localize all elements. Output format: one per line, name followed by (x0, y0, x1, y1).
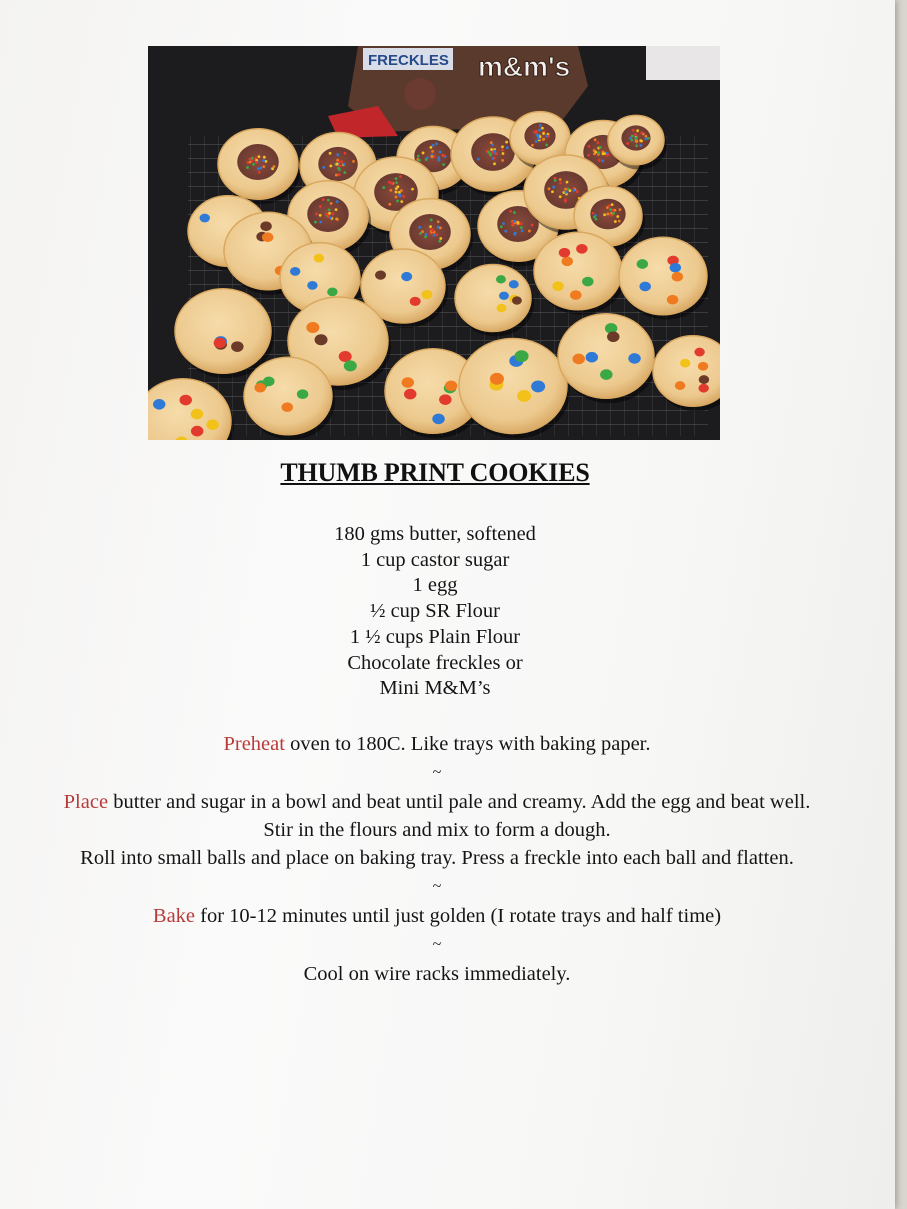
method-step-bake (0, 902, 874, 930)
cookies-photo-drawing (148, 46, 720, 440)
ingredient-item: 1 cup castor sugar (360, 548, 510, 571)
step-text: for 10-12 minutes until just golden (I rotate trays and half time) (195, 905, 722, 927)
step-text: oven to 180C. Like trays with baking paper. (284, 733, 651, 755)
method-step-place (0, 788, 874, 844)
ingredient-item: Mini M&M’s (379, 677, 491, 700)
cookies-photo (148, 46, 720, 440)
ingredient-item: 1 ½ cups Plain Flour (349, 625, 521, 648)
separator: ~ (432, 878, 442, 895)
step-text: Cool on wire racks immediately. (303, 963, 571, 985)
separator: ~ (432, 764, 442, 781)
keyword-bake: Bake (152, 905, 196, 927)
ingredients-list (0, 522, 870, 702)
step-text: Roll into small balls and place on baking tray. Press a freckle into each ball and flatten. (80, 847, 794, 869)
ingredient-item: Chocolate freckles or (347, 651, 523, 674)
separator: ~ (432, 936, 442, 953)
method-step-cool (0, 960, 874, 988)
recipe-title: THUMB PRINT COOKIES (280, 458, 590, 487)
keyword-preheat: Preheat (223, 733, 285, 755)
method-step-preheat (0, 730, 874, 758)
ingredient-item: ½ cup SR Flour (370, 600, 500, 623)
packet-freckles-text: FRECKLES (368, 52, 449, 69)
step-text: butter and sugar in a bowl and beat until pale and creamy. Add the egg and beat well. Stir in the flours and mix to form a dough. (108, 791, 811, 841)
keyword-place: Place (63, 791, 109, 813)
ingredient-item: 180 gms butter, softened (334, 523, 536, 545)
packet-mms-text: m&m's (478, 51, 571, 82)
method-section (0, 730, 874, 988)
ingredient-item: 1 egg (412, 574, 458, 597)
method-step-roll (0, 844, 874, 872)
